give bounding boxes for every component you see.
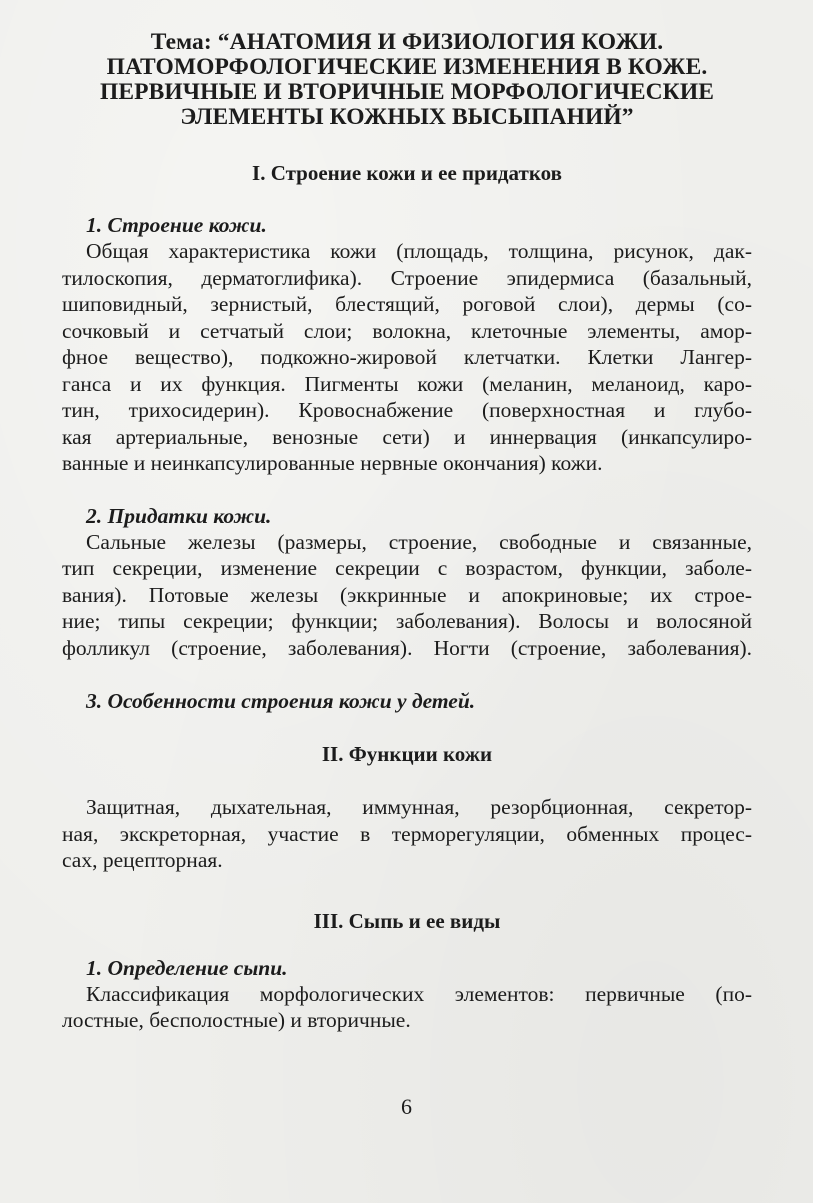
text-line: сах, рецепторная. xyxy=(62,848,223,872)
text-line: фное вещество), подкожно-жировой клетчатки. Клетки Лангер- xyxy=(62,345,752,369)
title-line: ПЕРВИЧНЫЕ И ВТОРИЧНЫЕ МОРФОЛОГИЧЕСКИЕ xyxy=(100,79,714,105)
title-line: ПАТОМОРФОЛОГИЧЕСКИЕ ИЗМЕНЕНИЯ В КОЖЕ. xyxy=(106,54,708,80)
text-line: ванные и неинкапсулированные нервные окончания) кожи. xyxy=(62,451,603,475)
title-line: Тема: “АНАТОМИЯ И ФИЗИОЛОГИЯ КОЖИ. xyxy=(150,29,664,55)
subheading-skin-structure: 1. Строение кожи. xyxy=(86,213,267,237)
text-line: шиповидный, зернистый, блестящий, роговой слои), дермы (со- xyxy=(62,292,752,316)
text-line: тилоскопия, дерматоглифика). Строение эпидермиса (базальный, xyxy=(62,265,752,290)
text-line: ние; типы секреции; функции; заболевания). Волосы и волосяной xyxy=(62,609,752,633)
section-heading-structure: I. Строение кожи и ее придатков xyxy=(252,161,562,185)
text-line: Общая характеристика кожи (площадь, толщина, рисунок, дак- xyxy=(86,239,752,263)
text-line: лостные, бесполостные) и вторичные. xyxy=(62,1008,411,1032)
paragraph-rash-classification xyxy=(62,981,752,1034)
text-line: сочковый и сетчатый слои; волокна, клеточные элементы, амор- xyxy=(62,318,752,343)
paragraph-skin-appendages xyxy=(62,529,752,662)
title-line: ЭЛЕМЕНТЫ КОЖНЫХ ВЫСЫПАНИЙ” xyxy=(180,104,634,130)
text-line: ганса и их функция. Пигменты кожи (меланин, меланоид, каро- xyxy=(62,371,752,396)
paragraph-skin-functions xyxy=(62,794,752,874)
text-line: фолликул (строение, заболевания). Ногти (строение, заболевания). xyxy=(62,635,752,660)
page-title xyxy=(62,30,752,130)
subheading-skin-appendages: 2. Придатки кожи. xyxy=(86,503,272,528)
page-content xyxy=(62,30,752,1034)
text-line: Защитная, дыхательная, иммунная, резорбционная, секретор- xyxy=(86,795,752,819)
page-number: 6 xyxy=(401,1094,412,1119)
subheading-rash-definition: 1. Определение сыпи. xyxy=(86,955,288,980)
subheading-child-skin: 3. Особенности строения кожи у детей. xyxy=(86,689,476,713)
text-line: вания). Потовые железы (эккринные и апокриновые; их строе- xyxy=(62,582,752,607)
text-line: кая артериальные, венозные сети) и иннервация (инкапсулиро- xyxy=(62,424,752,449)
text-line: ная, экскреторная, участие в терморегуляции, обменных процес- xyxy=(62,821,752,846)
section-heading-rash: III. Сыпь и ее виды xyxy=(313,908,501,933)
text-line: Сальные железы (размеры, строение, свободные и связанные, xyxy=(86,529,752,554)
text-line: тин, трихосидерин). Кровоснабжение (поверхностная и глубо- xyxy=(62,398,752,422)
text-line: Классификация морфологических элементов: первичные (по- xyxy=(86,981,752,1006)
section-heading-functions: II. Функции кожи xyxy=(321,742,493,766)
text-line: тип секреции, изменение секреции с возрастом, функции, заболе- xyxy=(62,556,752,580)
paragraph-skin-structure xyxy=(62,238,752,477)
